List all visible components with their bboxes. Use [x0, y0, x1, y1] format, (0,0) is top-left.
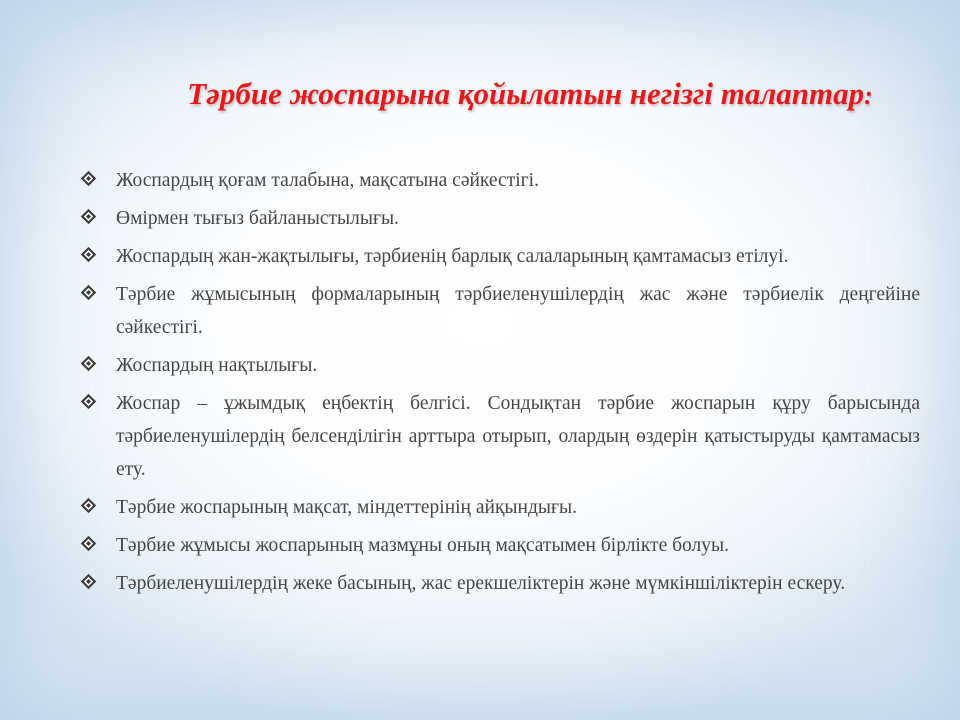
diamond-bullet-icon	[80, 284, 97, 301]
requirements-list	[78, 164, 920, 605]
list-item-text: Тәрбие жұмысының формаларының тәрбиеленушілердің жас және тәрбиелік деңгейіне сәйкестігі.	[116, 284, 920, 338]
list-item	[78, 278, 920, 344]
diamond-bullet-icon	[80, 170, 97, 187]
diamond-bullet-icon	[80, 246, 97, 263]
diamond-bullet-icon	[80, 573, 97, 590]
slide-title-text: Тәрбие жоспарына қойылатын негізгі талаптар	[187, 76, 865, 111]
list-item-text: Жоспардың нақтылығы.	[116, 355, 318, 376]
list-item-text: Тәрбие жұмысы жоспарының мазмұны оның мақсатымен бірлікте болуы.	[116, 535, 729, 556]
diamond-bullet-icon	[80, 355, 97, 372]
list-item-text: Жоспардың қоғам талабына, мақсатына сәйкестігі.	[116, 170, 539, 191]
list-item-text: Жоспардың жан-жақтылығы, тәрбиенің барлық салаларының қамтамасыз етілуі.	[116, 246, 789, 267]
list-item	[78, 491, 920, 524]
diamond-bullet-icon	[80, 497, 97, 514]
diamond-bullet-icon	[80, 208, 97, 225]
list-item-text: Өмірмен тығыз байланыстылығы.	[116, 208, 399, 229]
list-item	[78, 529, 920, 562]
slide-title	[150, 74, 910, 116]
diamond-bullet-icon	[80, 535, 97, 552]
list-item	[78, 349, 920, 382]
list-item	[78, 567, 920, 600]
list-item	[78, 202, 920, 235]
list-item-text: Тәрбиеленушілердің жеке басының, жас ерекшеліктерін және мүмкіншіліктерін ескеру.	[116, 573, 846, 594]
list-item	[78, 164, 920, 197]
diamond-bullet-icon	[80, 393, 97, 410]
slide-title-colon: :	[864, 81, 873, 110]
list-item-text: Жоспар – ұжымдық еңбектің белгісі. Сондықтан тәрбие жоспарын құру барысында тәрбиеленушілердің белсенділігін арттыра отырып, олардың өздерін қатыстыруды қамтамасыз ету.	[116, 393, 920, 480]
list-item	[78, 240, 920, 273]
list-item	[78, 387, 920, 486]
list-item-text: Тәрбие жоспарының мақсат, міндеттерінің айқындығы.	[116, 497, 577, 518]
